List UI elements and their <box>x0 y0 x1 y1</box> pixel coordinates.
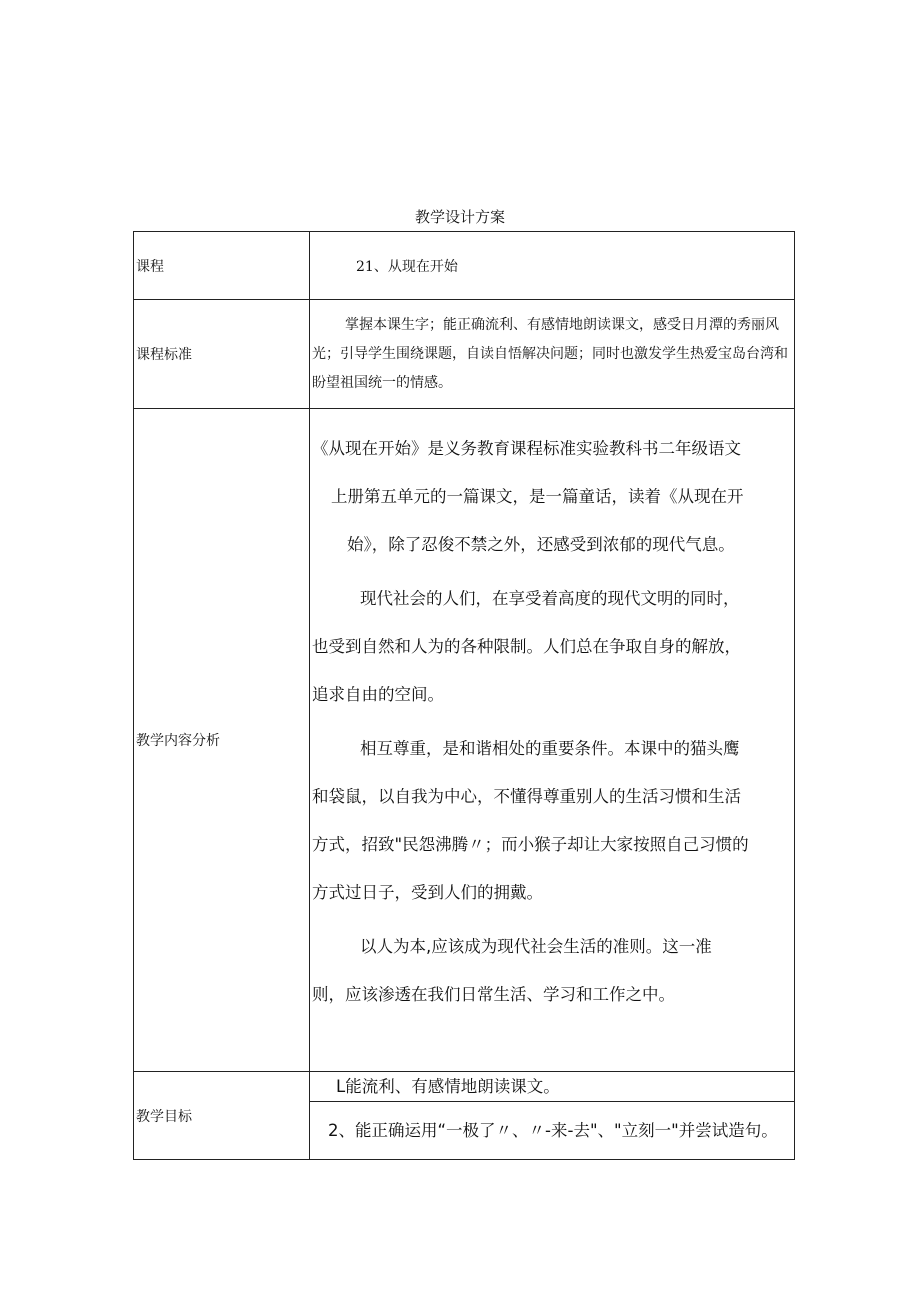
analysis-paragraph-2 <box>310 575 794 719</box>
analysis-line: 《从现在开始》是义务教育课程标准实验教科书二年级语文 <box>312 439 741 458</box>
document-title: 教学设计方案 <box>414 208 505 226</box>
analysis-line: 相互尊重，是和谐相处的重要条件。本课中的猫头鹰 <box>360 739 740 758</box>
analysis-line: 追求自由的空间。 <box>312 685 444 704</box>
course-value: 21、从现在开始 <box>310 232 795 300</box>
standard-text: 掌握本课生字；能正确流利、有感情地朗读课文，感受日月潭的秀丽风光；引导学生围绕课题，自读自悟解决问题；同时也激发学生热爱宝岛台湾和盼望祖国统一的情感。 <box>312 316 788 391</box>
analysis-label: 教学内容分析 <box>134 409 310 1072</box>
standard-label: 课程标准 <box>134 300 310 409</box>
course-label: 课程 <box>134 232 310 300</box>
analysis-paragraph-3 <box>310 725 794 917</box>
goal-item-2: 2、能正确运用“一极了〃、〃-来-去"、"立刻一"并尝试造句。 <box>310 1102 795 1160</box>
course-row <box>134 232 795 300</box>
standard-cell <box>310 300 795 409</box>
analysis-line: 上册第五单元的一篇课文，是一篇童话，读着《从现在开 <box>331 487 744 506</box>
standard-row <box>134 300 795 409</box>
analysis-line: 也受到自然和人为的各种限制。人们总在争取自身的解放， <box>312 637 741 656</box>
analysis-cell <box>310 409 795 1072</box>
analysis-paragraph-4 <box>310 923 794 1019</box>
analysis-line: 则，应该渗透在我们日常生活、学习和工作之中。 <box>312 985 675 1004</box>
analysis-line: 方式过日子，受到人们的拥戴。 <box>312 883 543 902</box>
analysis-row <box>134 409 795 1072</box>
lesson-plan-table <box>133 231 795 1160</box>
analysis-line: 现代社会的人们，在享受着高度的现代文明的同时， <box>360 589 740 608</box>
goal-item-1: L能流利、有感情地朗读课文。 <box>310 1072 795 1102</box>
goals-label: 教学目标 <box>134 1072 310 1160</box>
analysis-line: 方式，招致"民怨沸腾〃；而小猴子却让大家按照自己习惯的 <box>312 835 749 854</box>
analysis-line: 和袋鼠，以自我为中心，不懂得尊重别人的生活习惯和生活 <box>312 787 741 806</box>
goals-row <box>134 1072 795 1102</box>
analysis-line: 始》，除了忍俊不禁之外，还感受到浓郁的现代气息。 <box>347 535 735 554</box>
analysis-paragraph-1 <box>310 425 794 569</box>
analysis-line: 以人为本,应该成为现代社会生活的准则。这一准 <box>360 937 712 956</box>
